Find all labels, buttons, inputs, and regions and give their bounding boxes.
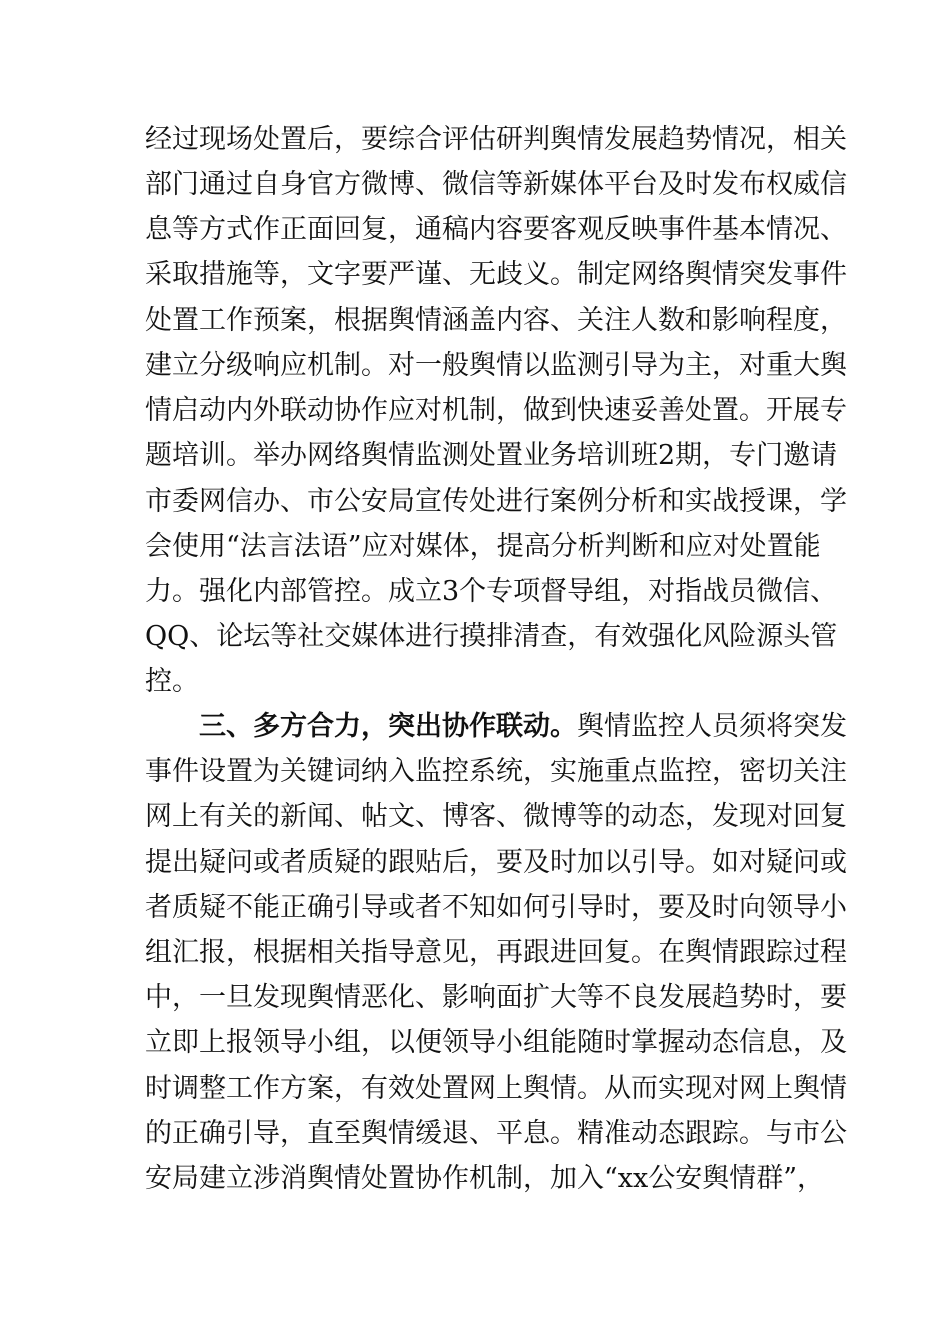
- paragraph-line: 采取措施等，文字要严谨、无歧义。制定网络舆情突发事件: [145, 259, 847, 290]
- paragraph-line: 市委网信办、市公安局宣传处进行案例分析和实战授课，学: [145, 486, 847, 517]
- paragraph-line: 力。强化内部管控。成立3个专项督导组，对指战员微信、: [145, 576, 838, 607]
- paragraph-line: 部门通过自身官方微博、微信等新媒体平台及时发布权威信: [145, 169, 847, 200]
- section-three-first-line: [199, 707, 847, 747]
- paragraph-line: 会使用“法言法语”应对媒体，提高分析判断和应对处置能: [145, 531, 821, 562]
- paragraph-line: QQ、论坛等社交媒体进行摸排清查，有效强化风险源头管: [145, 621, 838, 652]
- paragraph-line: 时调整工作方案，有效处置网上舆情。从而实现对网上舆情: [145, 1073, 847, 1104]
- paragraph-line: 网上有关的新闻、帖文、博客、微博等的动态，发现对回复: [145, 801, 847, 832]
- paragraph-line: 事件设置为关键词纳入监控系统，实施重点监控，密切关注: [145, 756, 847, 787]
- paragraph-line: 提出疑问或者质疑的跟贴后，要及时加以引导。如对疑问或: [145, 847, 847, 878]
- paragraph-line: 的正确引导，直至舆情缓退、平息。精准动态跟踪。与市公: [145, 1118, 847, 1149]
- paragraph-line: 处置工作预案，根据舆情涵盖内容、关注人数和影响程度，: [145, 305, 847, 336]
- section-three-heading: 三、多方合力，突出协作联动。: [199, 711, 577, 742]
- paragraph-line: 者质疑不能正确引导或者不知如何引导时，要及时向领导小: [145, 892, 847, 923]
- paragraph-line: 建立分级响应机制。对一般舆情以监测引导为主，对重大舆: [145, 350, 847, 381]
- paragraph-line: 安局建立涉消舆情处置协作机制，加入“xx公安舆情群”，: [145, 1163, 825, 1194]
- paragraph-line: 经过现场处置后，要综合评估研判舆情发展趋势情况，相关: [145, 124, 847, 155]
- paragraph-line: 情启动内外联动协作应对机制，做到快速妥善处置。开展专: [145, 395, 847, 426]
- paragraph-line: 组汇报，根据相关指导意见，再跟进回复。在舆情跟踪过程: [145, 937, 847, 968]
- paragraph-line: 息等方式作正面回复，通稿内容要客观反映事件基本情况、: [145, 214, 847, 245]
- paragraph-line: 题培训。举办网络舆情监测处置业务培训班2期，专门邀请: [145, 440, 838, 471]
- paragraph-line: 中，一旦发现舆情恶化、影响面扩大等不良发展趋势时，要: [145, 982, 847, 1013]
- paragraph-line: 立即上报领导小组，以便领导小组能随时掌握动态信息，及: [145, 1027, 847, 1058]
- section-three-first-text: 舆情监控人员须将突发: [577, 711, 847, 742]
- paragraph-line: 控。: [145, 666, 199, 697]
